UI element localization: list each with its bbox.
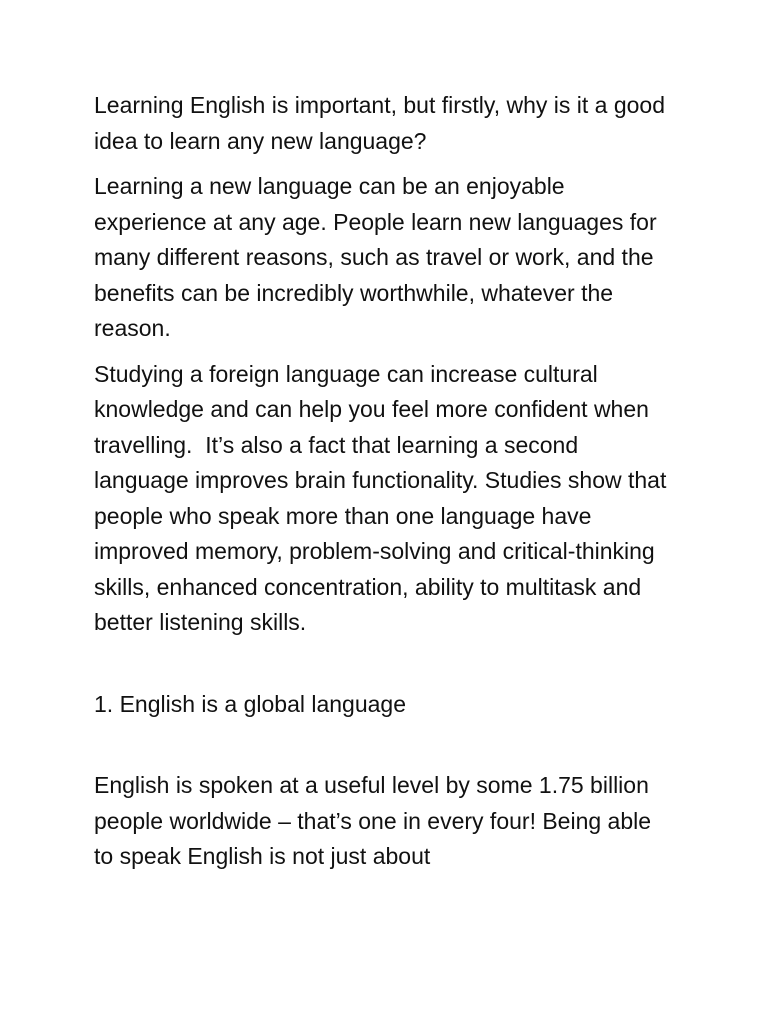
intro-paragraph: Learning English is important, but firstly, why is it a good idea to learn any new language?	[94, 92, 672, 154]
benefits-paragraph: Learning a new language can be an enjoyable experience at any age. People learn new languages for many different reasons, such as travel or work, and the benefits can be incredibly worthwhile, whatever the reason.	[94, 173, 664, 341]
section-paragraph: English is spoken at a useful level by some 1.75 billion people worldwide – that’s one in every four! Being able to speak English is not just about	[94, 772, 658, 869]
cognitive-benefits-paragraph: Studying a foreign language can increase cultural knowledge and can help you feel more confident when travelling. It’s also a fact that learning a second language improves brain functionality. Studies show that people who speak more than one language have improved memory, problem-solving and critical-thinking skills, enhanced concentration, ability to multitask and better listening skills.	[94, 360, 673, 635]
document-body	[94, 88, 674, 875]
section-heading: 1. English is a global language	[94, 690, 407, 717]
